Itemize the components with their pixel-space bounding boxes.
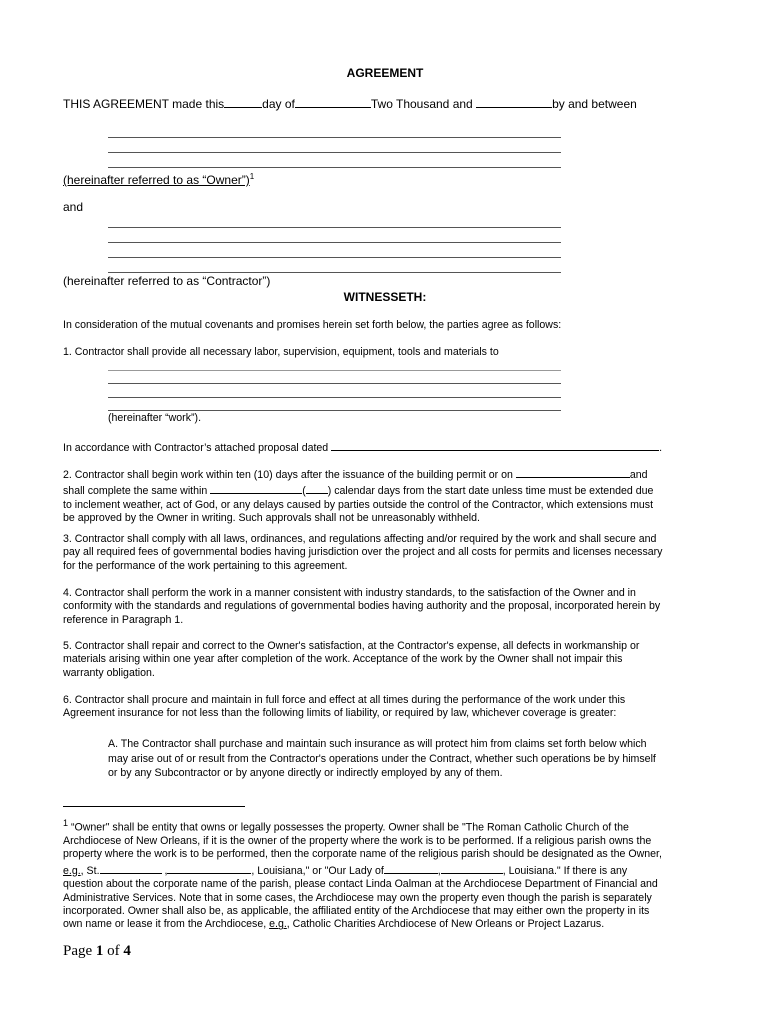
proposal-text: In accordance with Contractor’s attached proposal dated [63,442,329,454]
item-2-text-g: be approved by the Owner in writing. Such approvals shall not be unreasonably withheld. [63,512,480,525]
item-6a-text-c: or by any Subcontractor or by anyone directly or indirectly employed by any of them. [108,767,503,779]
footnote-line-3: property where the work is to be performed, then the corporate name of the religious parish should be designated as the Owner, [63,848,662,861]
footnote-line-4a: , St. [80,864,100,877]
days-words-blank[interactable] [210,482,302,494]
item-6-text-a: 6. Contractor shall procure and maintain in full force and effect at all times during the performance of the work under this [63,694,626,706]
page-number [63,943,131,960]
item-3-text-c: for the performance of the work pertaining to this agreement. [63,559,348,572]
owner-reference-text: (hereinafter referred to as “Owner”) [63,173,250,187]
item-6a-text-a: A. The Contractor shall purchase and maintain such insurance as will protect him from claims set forth below which [108,738,647,750]
witnesseth-heading: WITNESSETH: [343,290,427,304]
proposal-line: In accordance with Contractor’s attached proposal dated . [63,439,662,455]
item-2-text-a: 2. Contractor shall begin work within ten (10) days after the issuance of the building permit or on [63,469,513,481]
parish-city-blank[interactable] [167,862,251,874]
page-label: Page [63,943,93,959]
footnote-line-4d: , [437,864,441,877]
intro-text-2: day of [262,97,295,111]
item-6a [108,737,656,781]
item-4 [63,587,660,627]
our-lady-city-blank[interactable] [441,862,503,874]
owner-reference [63,170,254,187]
proposal-date-blank[interactable] [331,439,659,451]
item-3 [63,533,662,573]
intro-text-4: by and between [552,97,637,111]
item-3-text-a: 3. Contractor shall comply with all laws, ordinances, and regulations affecting and/or required by the work and shall secure and [63,533,657,545]
start-date-blank[interactable] [516,466,630,478]
footnote-separator [63,806,245,807]
footnote-line-6: Administrative Services. Note that in some cases, the Archdiocese may own the property even though the parish is separately [63,891,652,904]
day-blank[interactable] [224,96,262,108]
owner-line-1[interactable] [108,137,561,138]
footnote-eg-2: e.g. [269,918,287,931]
item-2-text-f: to inclement weather, act of God, or any delays caused by parties outside the control of the Contractor, which extensions must [63,498,654,511]
item-2 [63,466,653,526]
item-6 [63,694,625,721]
parish-name-blank[interactable] [100,862,162,874]
work-reference: (hereinafter “work”). [108,412,202,424]
item-2-text-e: ) calendar days from the start date unless time must be extended due [327,485,654,498]
footnote-line-2: Archdiocese of New Orleans, if it is the owner of the property where the work is to be performed. If a religious parish owns the [63,834,652,847]
footnote-line-7: incorporated. Owner shall also be, as applicable, the affiliated entity of the Archdiocese that may either own the property in its [63,904,650,917]
intro-text-3: Two Thousand and [370,97,473,111]
item-5-text-a: 5. Contractor shall repair and correct to the Owner's satisfaction, at the Contractor's expense, all defects in workmanship or [63,640,640,652]
page-current: 1 [95,943,104,959]
footnote [63,817,662,932]
footnote-eg-1: e.g. [63,864,81,877]
consideration-text: In consideration of the mutual covenants and promises herein set forth below, the parties agree as follows: [63,319,562,331]
footnote-line-8a: own name or lease it from the Archdiocese, [63,918,267,931]
owner-line-2[interactable] [108,152,561,153]
footnote-line-1: “Owner" shall be entity that owns or legally possesses the property. Owner shall be "The Roman Catholic Church of the [70,821,629,834]
footnote-line-8b: , Catholic Charities Archdiocese of New Orleans or Project Lazarus. [286,918,605,931]
work-line-4[interactable] [108,410,561,411]
footnote-marker: 1 [249,172,255,181]
contractor-line-2[interactable] [108,242,561,243]
contractor-line-3[interactable] [108,257,561,258]
contractor-reference: (hereinafter referred to as “Contractor”) [63,274,271,288]
item-4-text-c: reference in Paragraph 1. [63,613,184,626]
and-text: and [63,200,84,214]
work-line-2[interactable] [108,383,561,384]
item-1-text: 1. Contractor shall provide all necessary labor, supervision, equipment, tools and materials to [63,346,499,358]
item-4-text-a: 4. Contractor shall perform the work in a manner consistent with industry standards, to the satisfaction of the Owner and in [63,587,636,599]
intro-line [63,96,637,111]
work-line-1[interactable] [108,370,561,371]
footnote-line-5: question about the corporate name of the parish, please contact Linda Oalman at the Archdiocese Department of Financial and [63,878,658,891]
item-2-text-b: and [629,469,648,481]
footnote-line-4c: , Louisiana," or "Our Lady of [251,864,384,877]
days-number-blank[interactable] [306,482,328,494]
item-4-text-b: conformity with the standards and regulations of governmental bodies having authority and the proposal, incorporated herein by [63,600,661,613]
document-title: AGREEMENT [346,66,424,80]
owner-line-3[interactable] [108,167,561,168]
contractor-line-1[interactable] [108,227,561,228]
page-of: of [107,943,120,959]
month-blank[interactable] [295,96,371,108]
our-lady-blank[interactable] [384,862,438,874]
page-total: 4 [123,943,131,959]
item-3-text-b: pay all required fees of governmental bodies having jurisdiction over the project and all costs for permits and licenses necessary [63,546,663,559]
footnote-line-4e: , Louisiana." If there is any [502,864,628,877]
contractor-line-4[interactable] [108,272,561,273]
item-5-text-c: warranty obligation. [63,666,155,679]
item-5-text-b: materials arising within one year after completion of the work. Acceptance of the work by the Owner shall not impair this [63,653,623,666]
item-6-text-b: Agreement insurance for not less than the following limits of liability, or required by law, whichever coverage is greater: [63,707,617,720]
footnote-number: 1 [63,818,69,828]
intro-text-1: THIS AGREEMENT made this [63,97,225,111]
item-6a-text-b: may arise out of or result from the Contractor's operations under the Contract, whether such operations be by himself [108,752,656,765]
item-5 [63,640,639,680]
year-blank[interactable] [476,96,552,108]
footnote-line-4b: , [164,864,168,877]
item-2-text-c: shall complete the same within [63,485,208,498]
work-line-3[interactable] [108,397,561,398]
item-2-text-d: ( [302,485,306,498]
